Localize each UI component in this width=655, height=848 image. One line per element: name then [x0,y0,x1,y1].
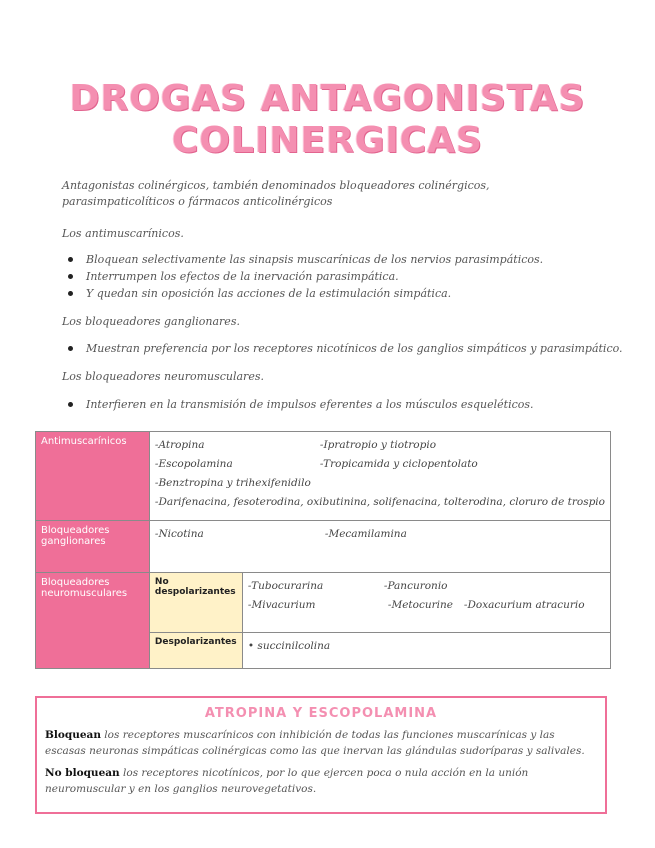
list-item: Muestran preferencia por los receptores nicotínicos de los ganglios simpáticos y parasimpático. [86,340,626,357]
box-paragraph-2 [45,765,597,797]
section-label-antimuscarinicos: Los antimuscarínicos. [62,227,184,240]
section-label-neuromusculares: Los bloqueadores neuromusculares. [62,370,264,383]
list-item: Bloquean selectivamente las sinapsis muscarínicas de los nervios parasimpáticos. [86,251,626,268]
drug-name: -Mecamilamina [324,528,407,540]
title-line-2: COLINERGICAS [172,120,483,161]
drug-name: -Metocurine [387,599,453,611]
box-paragraph-1 [45,727,597,759]
paragraph-text: los receptores nicotínicos, por lo que ejercen poca o nula acción en la unión neuromuscular y en los ganglios neurovegetativos. [45,767,529,795]
drug-name: -Atropina [154,439,205,451]
table-row [36,521,611,573]
drug-row [248,637,605,656]
drug-name: -Escopolamina [154,458,233,470]
paragraph-text: los receptores muscarínicos con inhibición de todas las funciones muscarínicas y las escasas neuronas simpáticas colinérgicas como las que inervan las glándulas sudoríparas y salivales. [45,729,585,757]
drug-name: -Tubocurarina [247,580,324,592]
drug-row [155,455,605,474]
page-title [0,78,655,162]
list-item: Interfieren en la transmisión de impulsos eferentes a los músculos esqueléticos. [86,396,626,413]
category-cell: Antimuscarínicos [36,432,150,521]
drug-name: -Mivacurium [247,599,316,611]
drug-name: -Ipratropio y tiotropio [319,439,437,451]
drug-name: -Darifenacina, fesoterodina, oxibutinina, solifenacina, tolterodina, cloruro de trospio [154,496,605,508]
bold-keyword: Bloquean [45,729,101,741]
drug-list-cell [242,573,610,633]
title-line-1: DROGAS ANTAGONISTAS [69,78,586,119]
box-title: ATROPINA Y ESCOPOLAMINA [204,706,438,721]
bold-keyword: No bloquean [45,767,120,779]
list-item: Y quedan sin oposición las acciones de la estimulación simpática. [86,285,626,302]
drug-row [248,596,605,615]
drug-list-cell [149,521,610,573]
drug-name: -Nicotina [154,528,204,540]
subcategory-cell: Despolarizantes [149,633,242,669]
subcategory-cell: No despolarizantes [149,573,242,633]
drug-row [155,493,605,512]
bullet-list-neuromusculares [62,396,626,413]
drug-list-cell [242,633,610,669]
drug-name: -Benztropina y trihexifenidilo [154,477,311,489]
drug-list-cell [149,432,610,521]
drug-row [155,525,605,544]
drug-name: -Doxacurium atracurio [463,599,585,611]
category-cell: Bloqueadores neuromusculares [36,573,150,669]
drug-row [248,577,605,596]
table-row [36,432,611,521]
category-cell: Bloqueadores ganglionares [36,521,150,573]
section-label-ganglionares: Los bloqueadores ganglionares. [62,315,240,328]
table-row [36,573,611,633]
atropina-escopolamina-box [35,696,607,814]
bullet-list-ganglionares [62,340,626,357]
drug-row [155,436,605,455]
drug-classification-table [35,431,611,669]
drug-name: -Pancuronio [383,580,448,592]
intro-text: Antagonistas colinérgicos, también denominados bloqueadores colinérgicos, parasimpaticolíticos o fármacos anticolinérgicos [62,179,490,208]
list-item: Interrumpen los efectos de la inervación parasimpática. [86,268,626,285]
drug-row [155,474,605,493]
drug-name: • succinilcolina [247,640,331,652]
bullet-list-antimuscarinicos [62,251,626,302]
drug-name: -Tropicamida y ciclopentolato [319,458,478,470]
